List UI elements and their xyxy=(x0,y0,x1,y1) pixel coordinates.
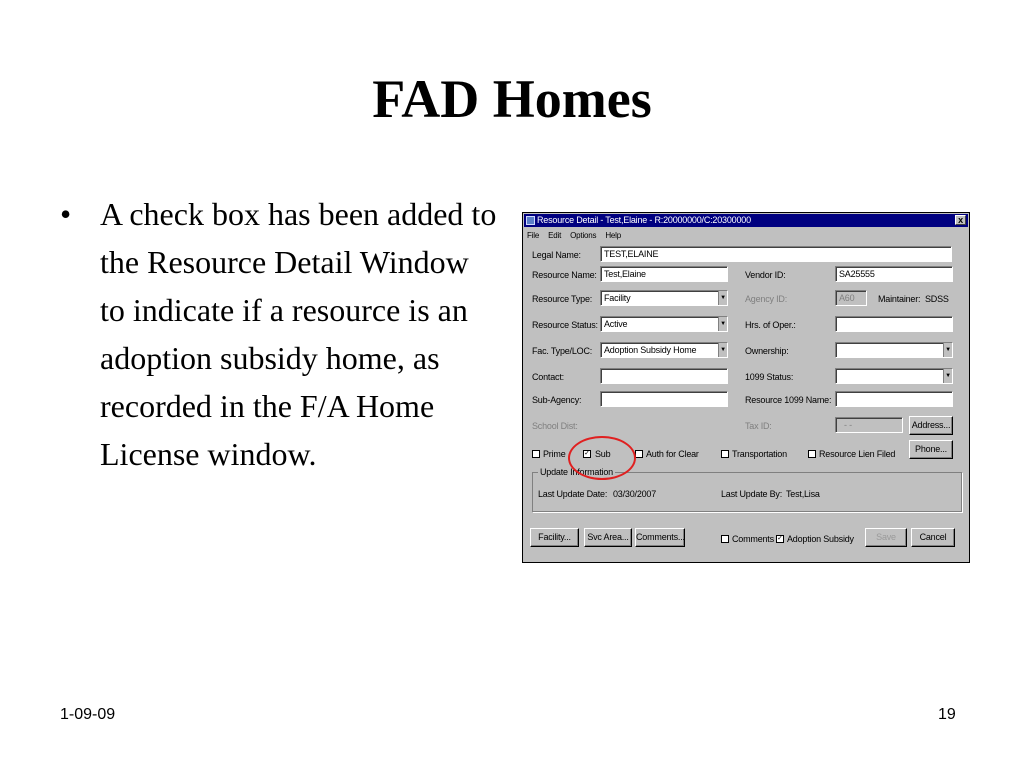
close-icon[interactable]: x xyxy=(955,215,966,225)
hrs-oper-label: Hrs. of Oper.: xyxy=(745,320,796,330)
vendor-id-label: Vendor ID: xyxy=(745,270,786,280)
last-update-by-value: Test,Lisa xyxy=(786,489,820,499)
menu-edit[interactable]: Edit xyxy=(548,231,562,240)
resource-type-label: Resource Type: xyxy=(532,294,593,304)
bullet-text: A check box has been added to the Resource Detail Window to indicate if a resource is an adoption subsidy home, as recorded in the F/A Home License window. xyxy=(100,196,497,472)
transportation-checkbox[interactable] xyxy=(721,450,729,458)
agency-id-field: A60 xyxy=(835,290,867,306)
menu-help[interactable]: Help xyxy=(605,231,622,240)
status-1099-dropdown[interactable] xyxy=(835,368,953,384)
menu-bar xyxy=(527,230,628,242)
prime-checkbox[interactable] xyxy=(532,450,540,458)
comments-checkbox[interactable] xyxy=(721,535,729,543)
resource-detail-window xyxy=(522,212,970,563)
update-information-legend: Update Information xyxy=(540,467,613,477)
vendor-id-field[interactable]: SA25555 xyxy=(835,266,953,282)
facility-button[interactable]: Facility... xyxy=(530,528,579,547)
adoption-subsidy-checkbox[interactable]: ✓ xyxy=(777,535,783,542)
comments-checkbox-label: Comments xyxy=(732,534,774,544)
maintainer-value: SDSS xyxy=(925,294,949,304)
resource-status-dropdown[interactable] xyxy=(600,316,728,332)
address-button[interactable]: Address... xyxy=(909,416,953,435)
legal-name-field[interactable]: TEST,ELAINE xyxy=(600,246,952,262)
app-icon xyxy=(526,216,535,225)
fac-type-label: Fac. Type/LOC: xyxy=(532,346,593,356)
slide-title: FAD Homes xyxy=(372,69,652,129)
resource-name-label: Resource Name: xyxy=(532,270,597,280)
auth-for-clear-checkbox[interactable] xyxy=(635,450,643,458)
hrs-oper-field[interactable] xyxy=(835,316,953,332)
transportation-label: Transportation xyxy=(732,449,787,459)
last-update-date-value: 03/30/2007 xyxy=(613,489,657,499)
tax-id-label: Tax ID: xyxy=(745,421,772,431)
resource-type-dropdown[interactable] xyxy=(600,290,728,306)
status-1099-label: 1099 Status: xyxy=(745,372,794,382)
fac-type-value: Adoption Subsidy Home xyxy=(604,345,697,355)
agency-id-label: Agency ID: xyxy=(745,294,788,304)
chevron-down-icon[interactable]: ▼ xyxy=(718,317,727,331)
adoption-subsidy-label: Adoption Subsidy xyxy=(787,534,854,544)
auth-for-clear-label: Auth for Clear xyxy=(646,449,699,459)
sub-label: Sub xyxy=(595,449,611,459)
resource-lien-filed-checkbox[interactable] xyxy=(808,450,816,458)
chevron-down-icon[interactable]: ▼ xyxy=(943,369,952,383)
last-update-by-label: Last Update By: xyxy=(721,489,783,499)
svc-area-button[interactable]: Svc Area... xyxy=(584,528,632,547)
contact-label: Contact: xyxy=(532,372,564,382)
chevron-down-icon[interactable]: ▼ xyxy=(718,343,727,357)
contact-field[interactable] xyxy=(600,368,728,384)
sub-checkbox[interactable]: ✓ xyxy=(584,450,590,457)
menu-options[interactable]: Options xyxy=(570,231,597,240)
resource-type-value: Facility xyxy=(604,293,631,303)
chevron-down-icon[interactable]: ▼ xyxy=(718,291,727,305)
menu-file[interactable]: File xyxy=(527,231,540,240)
bullet-marker: • xyxy=(60,196,72,232)
resource-name-field[interactable]: Test,Elaine xyxy=(600,266,728,282)
fac-type-dropdown[interactable] xyxy=(600,342,728,358)
legal-name-label: Legal Name: xyxy=(532,250,581,260)
phone-button[interactable]: Phone... xyxy=(909,440,953,459)
resource-1099-name-label: Resource 1099 Name: xyxy=(745,395,832,405)
sub-agency-label: Sub-Agency: xyxy=(532,395,582,405)
prime-label: Prime xyxy=(543,449,566,459)
ownership-dropdown[interactable] xyxy=(835,342,953,358)
window-title: Resource Detail - Test,Elaine - R:20000000/C:20300000 xyxy=(537,215,751,225)
ownership-label: Ownership: xyxy=(745,346,789,356)
last-update-date-label: Last Update Date: xyxy=(538,489,608,499)
footer-date: 1-09-09 xyxy=(60,706,116,723)
chevron-down-icon[interactable]: ▼ xyxy=(943,343,952,357)
cancel-button[interactable]: Cancel xyxy=(911,528,955,547)
page-number: 19 xyxy=(938,706,956,723)
sub-agency-field[interactable] xyxy=(600,391,728,407)
tax-id-field: - - xyxy=(835,417,903,433)
save-button[interactable]: Save xyxy=(865,528,907,547)
highlight-circle xyxy=(568,436,636,480)
school-dist-label: School Dist: xyxy=(532,421,578,431)
comments-button[interactable]: Comments... xyxy=(635,528,685,547)
resource-status-label: Resource Status: xyxy=(532,320,598,330)
bullet-list xyxy=(60,190,500,478)
window-titlebar xyxy=(524,214,968,227)
resource-status-value: Active xyxy=(604,319,628,329)
resource-1099-name-field[interactable] xyxy=(835,391,953,407)
resource-lien-filed-label: Resource Lien Filed xyxy=(819,449,896,459)
maintainer-label: Maintainer: xyxy=(878,294,921,304)
